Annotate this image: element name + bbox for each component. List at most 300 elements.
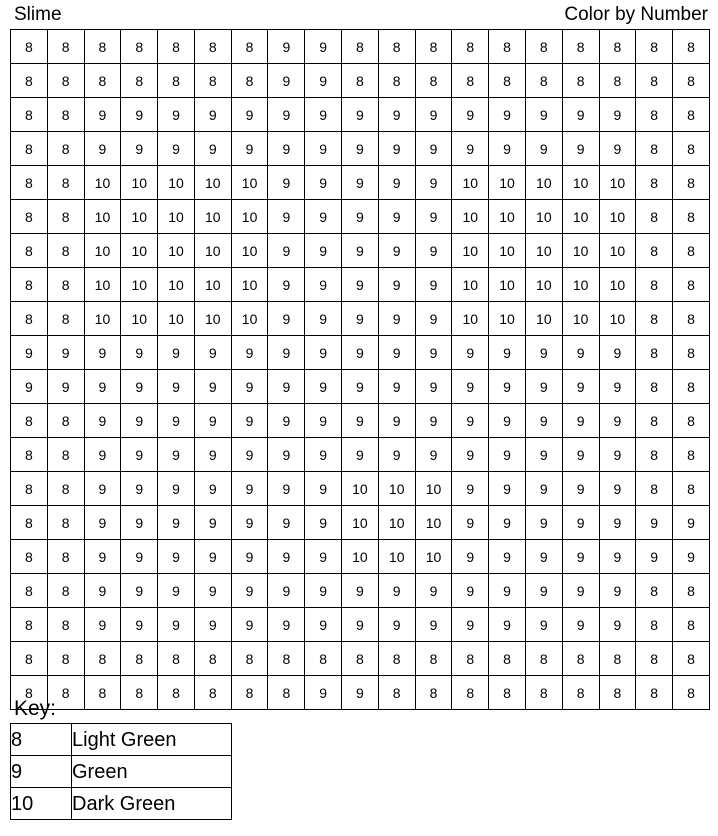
grid-cell: 9 [525, 336, 562, 370]
grid-cell: 8 [47, 404, 84, 438]
grid-cell: 8 [84, 64, 121, 98]
grid-cell: 9 [305, 404, 342, 438]
grid-cell: 9 [305, 336, 342, 370]
grid-cell: 10 [378, 506, 415, 540]
grid-cell: 8 [47, 676, 84, 710]
grid-cell: 9 [636, 540, 673, 574]
color-key-table [10, 723, 232, 820]
grid-cell: 8 [673, 30, 710, 64]
grid-cell: 10 [525, 302, 562, 336]
grid-cell: 9 [599, 540, 636, 574]
grid-row [11, 540, 710, 574]
grid-cell: 9 [305, 234, 342, 268]
grid-cell: 10 [158, 302, 195, 336]
grid-cell: 8 [47, 302, 84, 336]
grid-cell: 9 [525, 132, 562, 166]
grid-cell: 9 [415, 438, 452, 472]
grid-cell: 9 [121, 506, 158, 540]
grid-row [11, 370, 710, 404]
grid-cell: 9 [158, 540, 195, 574]
grid-cell: 9 [489, 506, 526, 540]
grid-cell: 9 [268, 336, 305, 370]
grid-cell: 9 [194, 540, 231, 574]
grid-cell: 9 [489, 404, 526, 438]
grid-cell: 8 [452, 64, 489, 98]
grid-cell: 10 [194, 268, 231, 302]
grid-cell: 10 [452, 166, 489, 200]
grid-cell: 8 [121, 676, 158, 710]
grid-cell: 8 [673, 404, 710, 438]
grid-cell: 8 [673, 574, 710, 608]
grid-cell: 10 [489, 268, 526, 302]
grid-cell: 9 [636, 506, 673, 540]
grid-cell: 10 [231, 302, 268, 336]
grid-cell: 9 [268, 574, 305, 608]
grid-cell: 9 [305, 64, 342, 98]
grid-cell: 9 [452, 608, 489, 642]
grid-cell: 9 [84, 438, 121, 472]
grid-cell: 9 [525, 370, 562, 404]
grid-cell: 8 [415, 64, 452, 98]
grid-cell: 9 [342, 438, 379, 472]
grid-cell: 8 [11, 608, 48, 642]
grid-cell: 8 [673, 370, 710, 404]
grid-cell: 9 [305, 302, 342, 336]
grid-row [11, 98, 710, 132]
grid-cell: 10 [121, 166, 158, 200]
grid-cell: 10 [194, 166, 231, 200]
grid-cell: 9 [599, 370, 636, 404]
grid-cell: 9 [158, 506, 195, 540]
grid-cell: 8 [11, 132, 48, 166]
grid-cell: 9 [342, 608, 379, 642]
grid-cell: 8 [489, 30, 526, 64]
grid-cell: 9 [84, 472, 121, 506]
grid-cell: 10 [452, 268, 489, 302]
grid-cell: 9 [452, 336, 489, 370]
grid-cell: 9 [84, 608, 121, 642]
grid-cell: 10 [489, 166, 526, 200]
grid-cell: 10 [342, 540, 379, 574]
grid-cell: 8 [378, 30, 415, 64]
grid-row [11, 166, 710, 200]
grid-cell: 8 [673, 268, 710, 302]
grid-cell: 8 [11, 200, 48, 234]
grid-cell: 8 [599, 642, 636, 676]
grid-cell: 9 [489, 472, 526, 506]
grid-cell: 9 [305, 438, 342, 472]
grid-cell: 9 [231, 574, 268, 608]
grid-cell: 9 [11, 336, 48, 370]
grid-cell: 9 [415, 268, 452, 302]
grid-cell: 9 [84, 336, 121, 370]
grid-cell: 9 [415, 336, 452, 370]
grid-cell: 8 [673, 676, 710, 710]
grid-cell: 9 [452, 370, 489, 404]
grid-cell: 8 [599, 30, 636, 64]
grid-cell: 9 [562, 608, 599, 642]
grid-cell: 9 [305, 540, 342, 574]
grid-cell: 10 [121, 234, 158, 268]
grid-cell: 9 [673, 540, 710, 574]
grid-cell: 8 [673, 438, 710, 472]
grid-cell: 8 [47, 64, 84, 98]
grid-cell: 9 [305, 506, 342, 540]
grid-cell: 9 [342, 200, 379, 234]
grid-cell: 8 [415, 676, 452, 710]
grid-cell: 9 [342, 98, 379, 132]
grid-cell: 9 [194, 404, 231, 438]
grid-cell: 10 [415, 472, 452, 506]
grid-cell: 9 [562, 574, 599, 608]
grid-cell: 8 [47, 540, 84, 574]
grid-cell: 10 [158, 234, 195, 268]
grid-cell: 9 [305, 30, 342, 64]
page-subtitle: Color by Number [564, 4, 708, 25]
grid-cell: 8 [452, 30, 489, 64]
grid-cell: 8 [562, 30, 599, 64]
grid-cell: 9 [599, 472, 636, 506]
grid-cell: 9 [378, 166, 415, 200]
grid-cell: 8 [636, 370, 673, 404]
grid-cell: 9 [268, 370, 305, 404]
grid-cell: 9 [231, 472, 268, 506]
grid-cell: 9 [452, 404, 489, 438]
grid-cell: 9 [378, 302, 415, 336]
grid-row [11, 642, 710, 676]
grid-cell: 8 [342, 30, 379, 64]
grid-cell: 10 [194, 302, 231, 336]
grid-cell: 8 [636, 472, 673, 506]
grid-cell: 8 [47, 234, 84, 268]
grid-cell: 9 [231, 98, 268, 132]
grid-cell: 9 [194, 370, 231, 404]
grid-cell: 9 [268, 472, 305, 506]
grid-cell: 8 [84, 642, 121, 676]
grid-cell: 9 [84, 98, 121, 132]
grid-cell: 9 [415, 166, 452, 200]
grid-cell: 8 [84, 30, 121, 64]
grid-cell: 9 [268, 200, 305, 234]
grid-cell: 9 [158, 336, 195, 370]
grid-cell: 10 [415, 506, 452, 540]
grid-cell: 9 [415, 404, 452, 438]
grid-cell: 10 [158, 268, 195, 302]
grid-cell: 9 [342, 268, 379, 302]
grid-cell: 8 [121, 30, 158, 64]
grid-cell: 8 [489, 642, 526, 676]
grid-cell: 9 [268, 540, 305, 574]
grid-cell: 8 [47, 166, 84, 200]
grid-cell: 9 [305, 200, 342, 234]
grid-cell: 8 [158, 30, 195, 64]
grid-cell: 9 [121, 404, 158, 438]
grid-cell: 10 [415, 540, 452, 574]
grid-cell: 8 [158, 676, 195, 710]
grid-cell: 10 [599, 200, 636, 234]
grid-cell: 9 [489, 98, 526, 132]
grid-cell: 8 [673, 200, 710, 234]
grid-cell: 9 [378, 608, 415, 642]
grid-cell: 9 [452, 506, 489, 540]
grid-cell: 8 [47, 438, 84, 472]
grid-cell: 8 [11, 404, 48, 438]
grid-cell: 10 [342, 506, 379, 540]
grid-cell: 10 [378, 472, 415, 506]
grid-cell: 9 [121, 608, 158, 642]
grid-cell: 9 [305, 268, 342, 302]
grid-cell: 9 [525, 506, 562, 540]
grid-cell: 10 [489, 302, 526, 336]
grid-row [11, 200, 710, 234]
grid-cell: 9 [342, 336, 379, 370]
grid-row [11, 336, 710, 370]
grid-cell: 8 [673, 132, 710, 166]
grid-cell: 9 [158, 98, 195, 132]
key-heading: Key: [14, 697, 57, 720]
grid-cell: 9 [562, 336, 599, 370]
grid-cell: 10 [562, 234, 599, 268]
grid-cell: 8 [636, 64, 673, 98]
grid-row [11, 302, 710, 336]
grid-cell: 8 [231, 642, 268, 676]
grid-cell: 8 [11, 234, 48, 268]
grid-cell: 8 [342, 64, 379, 98]
grid-cell: 9 [268, 98, 305, 132]
grid-cell: 8 [121, 642, 158, 676]
grid-cell: 9 [415, 132, 452, 166]
grid-cell: 9 [84, 506, 121, 540]
grid-cell: 8 [84, 676, 121, 710]
grid-cell: 9 [231, 404, 268, 438]
grid-cell: 9 [84, 404, 121, 438]
grid-cell: 8 [636, 200, 673, 234]
grid-cell: 8 [673, 608, 710, 642]
grid-cell: 8 [378, 676, 415, 710]
grid-cell: 9 [415, 98, 452, 132]
grid-cell: 9 [342, 132, 379, 166]
grid-cell: 9 [268, 132, 305, 166]
grid-cell: 9 [599, 404, 636, 438]
grid-cell: 9 [194, 506, 231, 540]
number-grid-body [11, 30, 710, 710]
grid-cell: 8 [158, 642, 195, 676]
grid-cell: 8 [562, 676, 599, 710]
number-grid [10, 29, 710, 710]
grid-cell: 10 [525, 166, 562, 200]
grid-cell: 8 [11, 64, 48, 98]
grid-cell: 8 [11, 540, 48, 574]
grid-cell: 8 [47, 30, 84, 64]
grid-cell: 8 [47, 506, 84, 540]
grid-cell: 10 [562, 200, 599, 234]
grid-cell: 8 [231, 676, 268, 710]
grid-cell: 9 [452, 472, 489, 506]
key-number: 10 [11, 788, 72, 820]
grid-cell: 9 [121, 472, 158, 506]
grid-cell: 8 [11, 438, 48, 472]
grid-row [11, 472, 710, 506]
grid-cell: 9 [489, 574, 526, 608]
grid-cell: 9 [452, 574, 489, 608]
grid-cell: 9 [378, 404, 415, 438]
grid-cell: 9 [84, 540, 121, 574]
grid-cell: 10 [121, 268, 158, 302]
grid-cell: 9 [342, 302, 379, 336]
grid-cell: 10 [84, 200, 121, 234]
grid-cell: 8 [562, 64, 599, 98]
grid-cell: 9 [158, 370, 195, 404]
grid-cell: 9 [489, 540, 526, 574]
grid-cell: 9 [231, 438, 268, 472]
key-color-name: Dark Green [72, 788, 232, 820]
grid-cell: 9 [158, 574, 195, 608]
grid-cell: 10 [452, 200, 489, 234]
grid-cell: 8 [47, 200, 84, 234]
grid-cell: 8 [194, 30, 231, 64]
grid-cell: 8 [599, 676, 636, 710]
grid-cell: 9 [415, 200, 452, 234]
grid-cell: 9 [158, 404, 195, 438]
grid-cell: 8 [636, 438, 673, 472]
grid-cell: 9 [268, 64, 305, 98]
grid-cell: 8 [489, 64, 526, 98]
grid-cell: 9 [562, 438, 599, 472]
grid-cell: 9 [305, 98, 342, 132]
key-row [11, 788, 232, 820]
grid-cell: 8 [11, 98, 48, 132]
grid-row [11, 234, 710, 268]
grid-cell: 9 [378, 132, 415, 166]
grid-cell: 8 [121, 64, 158, 98]
grid-cell: 9 [452, 132, 489, 166]
grid-cell: 9 [158, 132, 195, 166]
grid-cell: 10 [84, 302, 121, 336]
grid-cell: 10 [525, 234, 562, 268]
grid-cell: 8 [11, 30, 48, 64]
grid-cell: 9 [525, 438, 562, 472]
grid-cell: 9 [378, 438, 415, 472]
grid-cell: 9 [342, 234, 379, 268]
grid-cell: 8 [489, 676, 526, 710]
grid-cell: 9 [378, 98, 415, 132]
grid-cell: 8 [11, 166, 48, 200]
grid-cell: 9 [305, 676, 342, 710]
grid-cell: 8 [47, 574, 84, 608]
grid-cell: 10 [84, 166, 121, 200]
grid-cell: 10 [342, 472, 379, 506]
grid-cell: 8 [562, 642, 599, 676]
grid-cell: 8 [673, 642, 710, 676]
grid-cell: 8 [47, 268, 84, 302]
grid-cell: 8 [636, 268, 673, 302]
grid-cell: 9 [525, 574, 562, 608]
grid-cell: 10 [525, 268, 562, 302]
grid-row [11, 608, 710, 642]
grid-cell: 8 [47, 132, 84, 166]
grid-cell: 9 [268, 506, 305, 540]
grid-cell: 8 [636, 30, 673, 64]
grid-cell: 8 [636, 234, 673, 268]
grid-cell: 8 [194, 64, 231, 98]
key-number: 8 [11, 724, 72, 756]
grid-cell: 10 [378, 540, 415, 574]
grid-cell: 9 [268, 302, 305, 336]
grid-cell: 9 [562, 404, 599, 438]
grid-cell: 9 [231, 336, 268, 370]
grid-cell: 9 [415, 370, 452, 404]
grid-cell: 9 [378, 200, 415, 234]
grid-cell: 8 [11, 472, 48, 506]
grid-cell: 9 [268, 608, 305, 642]
grid-cell: 8 [673, 302, 710, 336]
page-title: Slime [14, 4, 62, 25]
grid-cell: 9 [599, 608, 636, 642]
grid-cell: 9 [415, 574, 452, 608]
grid-cell: 8 [158, 64, 195, 98]
grid-cell: 8 [415, 30, 452, 64]
grid-cell: 9 [562, 98, 599, 132]
grid-cell: 9 [305, 166, 342, 200]
grid-cell: 9 [121, 370, 158, 404]
grid-cell: 8 [636, 608, 673, 642]
grid-cell: 9 [121, 540, 158, 574]
grid-cell: 9 [194, 574, 231, 608]
grid-cell: 9 [11, 370, 48, 404]
grid-cell: 9 [489, 336, 526, 370]
grid-cell: 10 [121, 302, 158, 336]
grid-cell: 9 [84, 370, 121, 404]
grid-cell: 8 [636, 132, 673, 166]
grid-cell: 8 [673, 472, 710, 506]
grid-cell: 9 [342, 676, 379, 710]
grid-cell: 10 [599, 166, 636, 200]
grid-cell: 10 [231, 200, 268, 234]
grid-cell: 10 [562, 302, 599, 336]
grid-cell: 9 [562, 472, 599, 506]
grid-cell: 9 [231, 506, 268, 540]
grid-cell: 8 [11, 302, 48, 336]
grid-cell: 8 [636, 574, 673, 608]
grid-cell: 9 [231, 370, 268, 404]
grid-cell: 9 [525, 404, 562, 438]
grid-cell: 9 [194, 132, 231, 166]
grid-cell: 9 [268, 438, 305, 472]
grid-cell: 9 [121, 574, 158, 608]
grid-cell: 9 [305, 574, 342, 608]
grid-cell: 8 [673, 234, 710, 268]
grid-cell: 9 [599, 98, 636, 132]
grid-cell: 9 [562, 506, 599, 540]
grid-cell: 9 [231, 540, 268, 574]
grid-cell: 9 [268, 404, 305, 438]
grid-cell: 8 [525, 64, 562, 98]
grid-cell: 9 [525, 540, 562, 574]
grid-cell: 8 [636, 302, 673, 336]
grid-cell: 9 [194, 98, 231, 132]
grid-cell: 9 [305, 472, 342, 506]
grid-cell: 9 [562, 132, 599, 166]
grid-cell: 10 [599, 234, 636, 268]
grid-row [11, 574, 710, 608]
grid-cell: 9 [599, 336, 636, 370]
grid-cell: 8 [11, 506, 48, 540]
grid-cell: 9 [121, 438, 158, 472]
grid-row [11, 676, 710, 710]
grid-cell: 9 [305, 608, 342, 642]
grid-cell: 8 [636, 98, 673, 132]
grid-cell: 9 [268, 234, 305, 268]
